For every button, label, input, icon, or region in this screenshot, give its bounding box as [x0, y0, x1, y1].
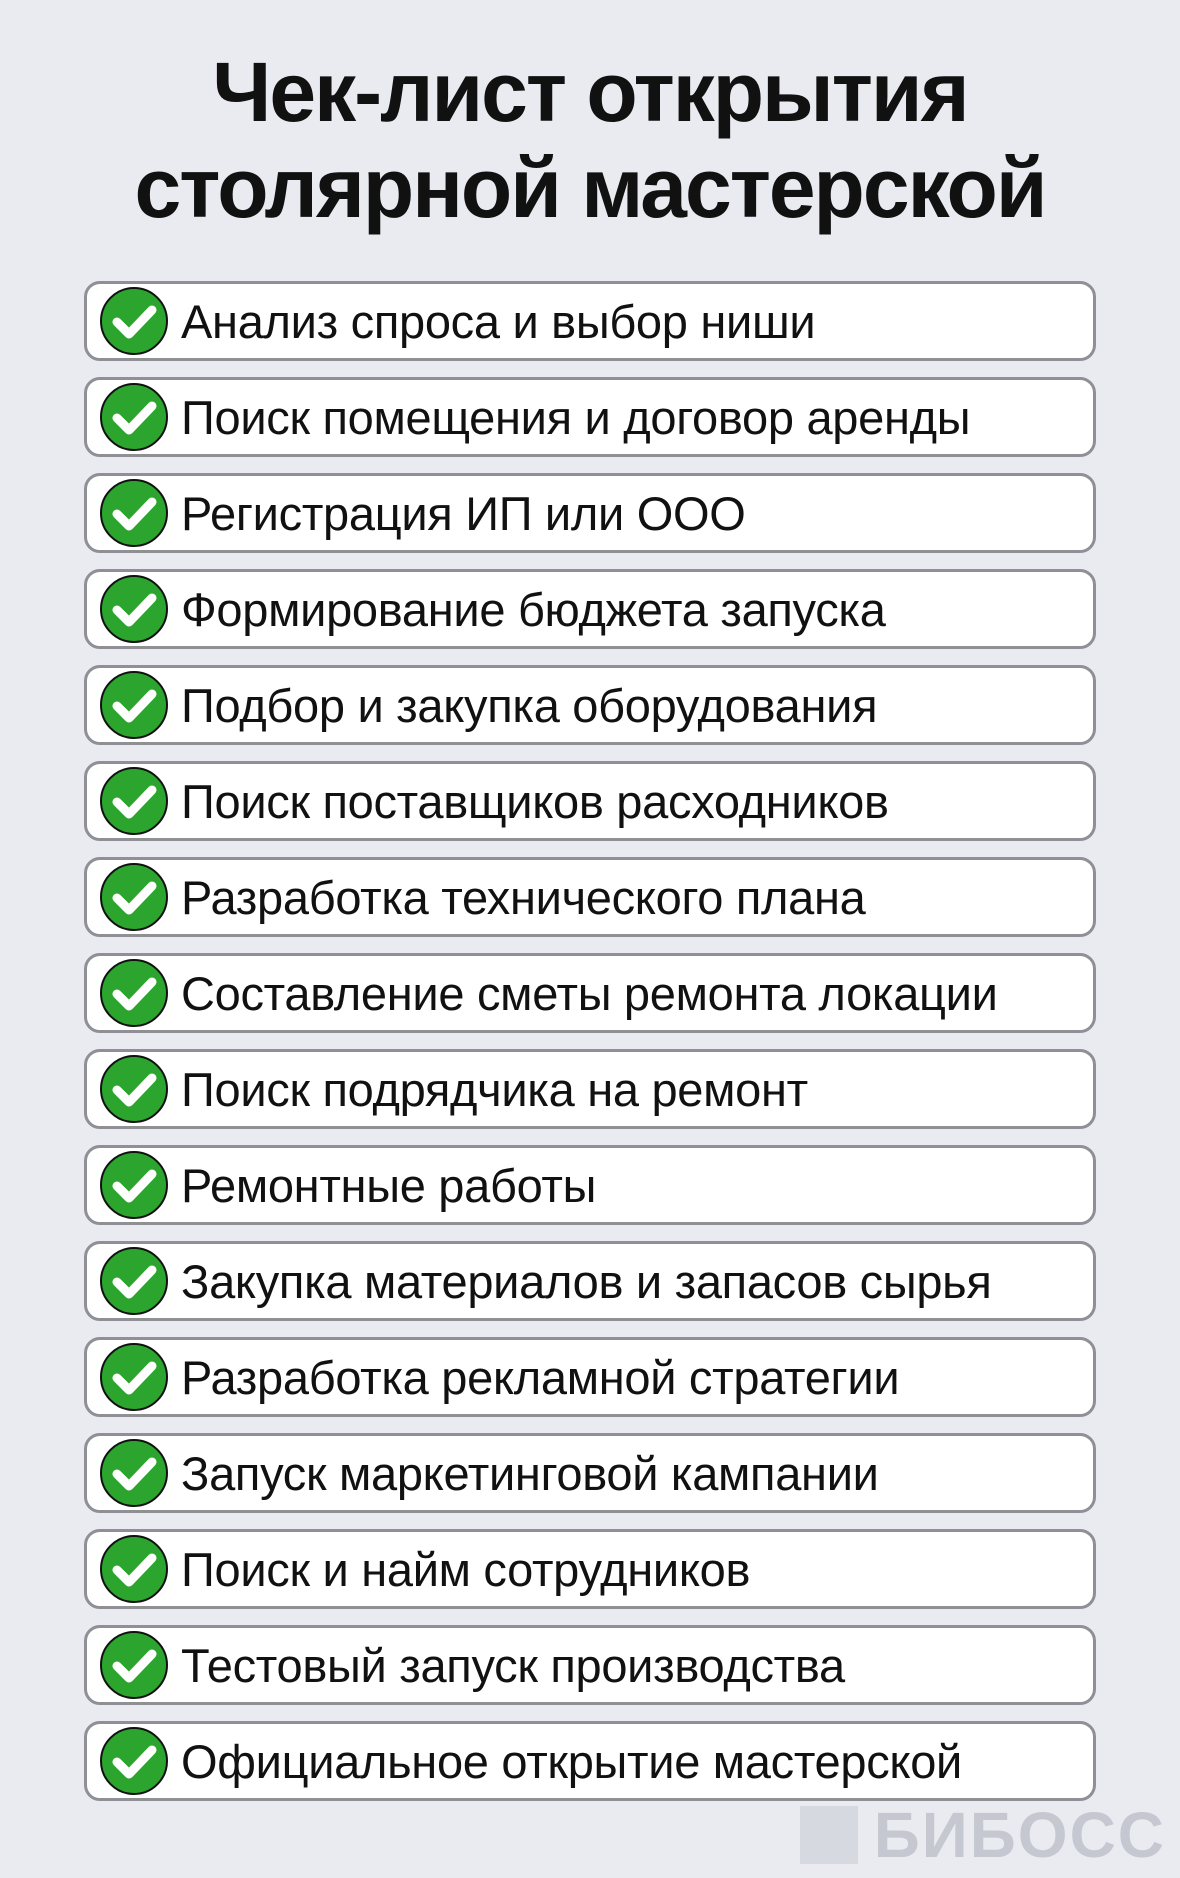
checklist-item [84, 761, 1096, 841]
check-circle-icon [99, 1630, 169, 1700]
checklist-item [84, 1433, 1096, 1513]
checklist-item-label: Тестовый запуск производства [181, 1638, 845, 1692]
checklist-item [84, 953, 1096, 1033]
page-title [0, 44, 1180, 236]
title-line-2: столярной мастерской [134, 141, 1046, 235]
watermark-text: БИБОСС [873, 1799, 1166, 1871]
checklist-item [84, 1721, 1096, 1801]
check-circle-icon [99, 862, 169, 932]
check-circle-icon [99, 1726, 169, 1796]
check-circle-icon [99, 478, 169, 548]
checklist-item-label: Регистрация ИП или ООО [181, 486, 746, 540]
checklist-item-label: Поиск и найм сотрудников [181, 1542, 751, 1596]
watermark-logo-icon [800, 1806, 858, 1864]
checklist-item [84, 1049, 1096, 1129]
check-circle-icon [99, 1246, 169, 1316]
checklist-item-label: Анализ спроса и выбор ниши [181, 294, 816, 348]
checklist-item-label: Составление сметы ремонта локации [181, 966, 998, 1020]
check-circle-icon [99, 766, 169, 836]
check-circle-icon [99, 1150, 169, 1220]
check-circle-icon [99, 286, 169, 356]
checklist-item [84, 377, 1096, 457]
check-circle-icon [99, 670, 169, 740]
checklist-item [84, 857, 1096, 937]
checklist-item-label: Формирование бюджета запуска [181, 582, 886, 636]
check-circle-icon [99, 382, 169, 452]
checklist-item-label: Поиск поставщиков расходников [181, 774, 889, 828]
checklist-item [84, 1241, 1096, 1321]
title-line-1: Чек-лист открытия [212, 45, 968, 139]
checklist-item [84, 1625, 1096, 1705]
check-circle-icon [99, 1342, 169, 1412]
checklist-item-label: Закупка материалов и запасов сырья [181, 1254, 992, 1308]
checklist-item [84, 473, 1096, 553]
check-circle-icon [99, 1054, 169, 1124]
check-circle-icon [99, 958, 169, 1028]
checklist-item-label: Запуск маркетинговой кампании [181, 1446, 879, 1500]
checklist-item-label: Подбор и закупка оборудования [181, 678, 878, 732]
checklist-item [84, 1337, 1096, 1417]
checklist-item-label: Разработка технического плана [181, 870, 866, 924]
checklist-item [84, 665, 1096, 745]
checklist [84, 281, 1096, 1817]
check-circle-icon [99, 574, 169, 644]
checklist-item-label: Поиск подрядчика на ремонт [181, 1062, 808, 1116]
check-circle-icon [99, 1534, 169, 1604]
check-circle-icon [99, 1438, 169, 1508]
checklist-item [84, 1529, 1096, 1609]
watermark [800, 1798, 1166, 1872]
checklist-item [84, 1145, 1096, 1225]
checklist-item [84, 281, 1096, 361]
checklist-item-label: Ремонтные работы [181, 1158, 597, 1212]
checklist-item-label: Поиск помещения и договор аренды [181, 390, 971, 444]
checklist-item-label: Официальное открытие мастерской [181, 1734, 963, 1788]
checklist-item-label: Разработка рекламной стратегии [181, 1350, 900, 1404]
checklist-item [84, 569, 1096, 649]
